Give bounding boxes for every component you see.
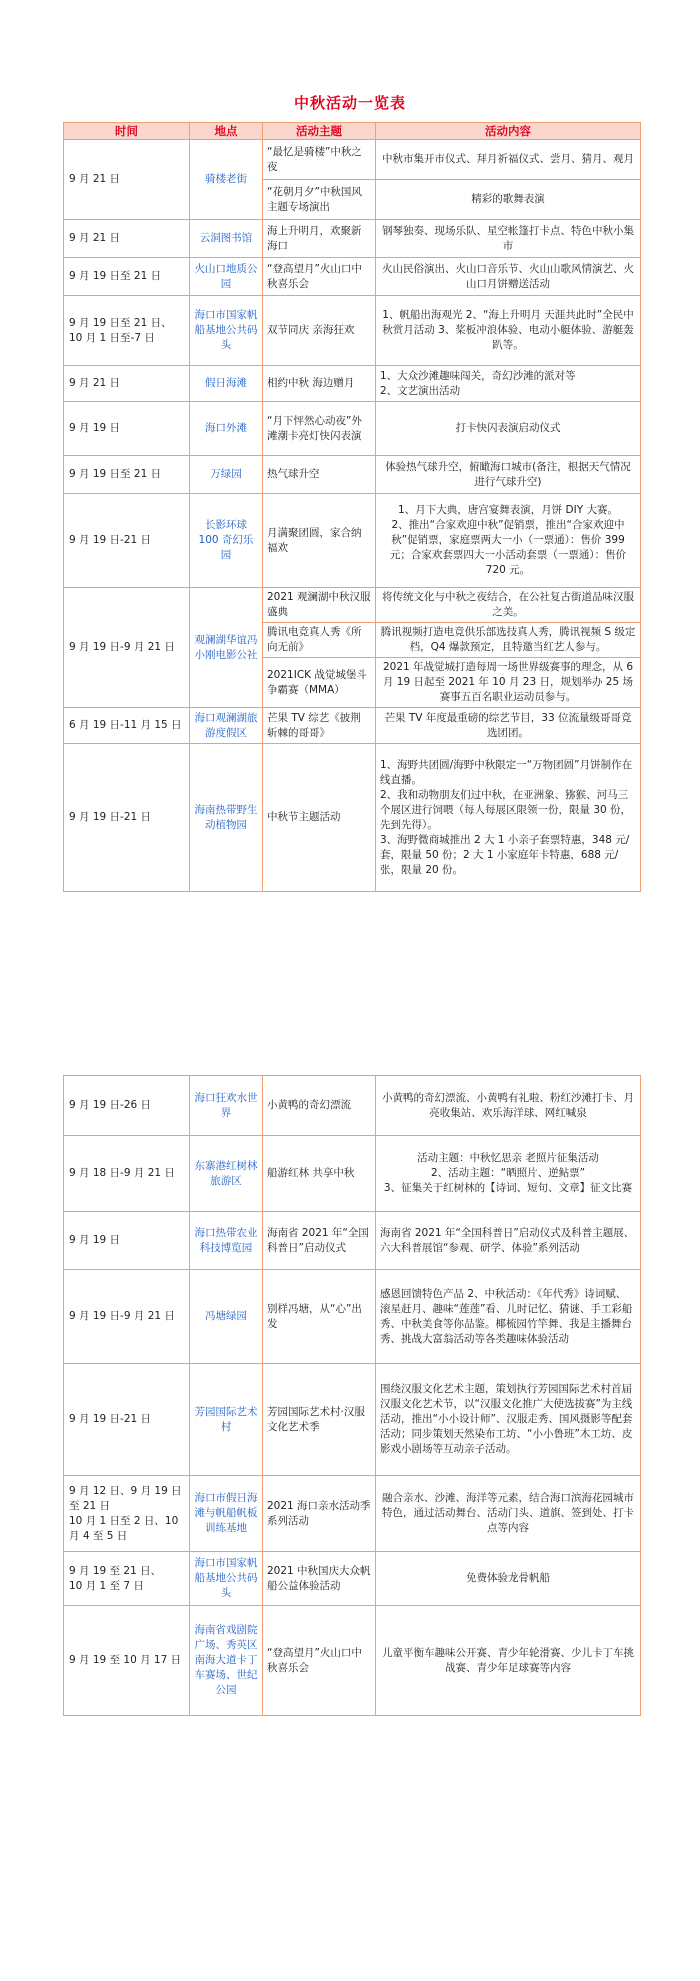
cell-theme: 相约中秋 海边赠月: [263, 366, 376, 402]
cell-date: 9 月 19 日-21 日: [64, 494, 190, 588]
cell-date: 9 月 19 日: [64, 402, 190, 456]
header-date: 时间: [64, 123, 190, 140]
cell-content: 将传统文化与中秋之夜结合，在公社复古街道品味汉服之美。: [376, 588, 641, 623]
cell-content: 芒果 TV 年度最重磅的综艺节目，33 位流量级哥哥竞选团团。: [376, 708, 641, 744]
cell-content: 融合亲水、沙滩、海洋等元素，结合海口滨海花园城市特色，通过活动舞台、活动门头、道旗、签到处、打卡点等内容: [376, 1476, 641, 1552]
cell-venue: 假日海滩: [190, 366, 263, 402]
cell-theme: 小黄鸭的奇幻漂流: [263, 1076, 376, 1136]
cell-content: 感恩回馈特色产品 2、中秋活动：《年代秀》诗词赋、滚星赶月、趣味“莲莲”看、儿时记忆、猜谜、手工彩船秀、中秋美食等你品鉴。椰梳园竹竿舞、我是主播舞台秀、挑战大富翁活动等各类趣味体验活动: [376, 1270, 641, 1364]
cell-content: 活动主题：中秋忆思亲 老照片征集活动 2、活动主题：“晒照片、逆鲇票” 3、征集关于红树林的【诗词、短句、文章】征文比赛: [376, 1136, 641, 1212]
cell-date: 9 月 19 日至 21 日: [64, 456, 190, 494]
cell-venue: 观澜湖华谊冯小刚电影公社: [190, 588, 263, 708]
cell-theme: 2021 中秋国庆大众帆船公益体验活动: [263, 1552, 376, 1606]
table-row: [64, 258, 641, 296]
table-row: [64, 366, 641, 402]
cell-theme: 芒果 TV 综艺《披荆斩棘的哥哥》: [263, 708, 376, 744]
cell-venue: 海口热带农业科技博览园: [190, 1212, 263, 1270]
cell-content: 小黄鸭的奇幻漂流、小黄鸭有礼啦、粉红沙滩打卡、月亮收集站、欢乐海洋球、网红喊泉: [376, 1076, 641, 1136]
table-row: [64, 708, 641, 744]
cell-theme: 2021 海口亲水活动季系列活动: [263, 1476, 376, 1552]
activity-table-page-2: [63, 1075, 641, 1716]
cell-venue: 东寨港红树林旅游区: [190, 1136, 263, 1212]
table-row: [64, 1136, 641, 1212]
table-row: [64, 140, 641, 180]
cell-content: 1、帆船出海观光 2、“海上升明月 天涯共此时”全民中秋赏月活动 3、桨板冲浪体验、电动小艇体验、游艇轰趴等。: [376, 296, 641, 366]
header-theme: 活动主题: [263, 123, 376, 140]
cell-venue: 海南热带野生动植物园: [190, 744, 263, 892]
cell-theme: “最忆是骑楼”中秋之夜: [263, 140, 376, 180]
table-row: [64, 744, 641, 892]
cell-theme: 船游红林 共享中秋: [263, 1136, 376, 1212]
cell-content: 体验热气球升空，俯瞰海口城市(备注，根据天气情况进行气球升空): [376, 456, 641, 494]
cell-theme: “花朝月夕”中秋国风主题专场演出: [263, 180, 376, 220]
cell-content: 2021 年战觉城打造每周一场世界级赛事的理念，从 6 月 19 日起至 2021 年 10 月 23 日，规划举办 25 场赛事五百名职业运动员参与。: [376, 658, 641, 708]
cell-date: 9 月 19 日至 21 日、 10 月 1 日至-7 日: [64, 296, 190, 366]
cell-content: 1、海野共团圆/海野中秋限定一“万物团圆”月饼制作在线直播。 2、我和动物朋友们过中秋，在亚洲象、猕猴、河马三个展区进行饲喂（每人每展区限领一份，限量 30 份，先到先得）。 3、海野微商城推出 2 大 1 小亲子套票特惠，348 元/套，限量 50 份；2 大 1 小家庭年卡特惠，688 元/张，限量 20 份。: [376, 744, 641, 892]
cell-theme: 双节同庆 亲海狂欢: [263, 296, 376, 366]
cell-theme: 别样冯塘，从“心”出发: [263, 1270, 376, 1364]
cell-theme: 海上升明月，欢聚新海口: [263, 220, 376, 258]
table-header-row: [64, 123, 641, 140]
cell-theme: “登高望月”火山口中秋喜乐会: [263, 1606, 376, 1716]
cell-content: 免费体验龙骨帆船: [376, 1552, 641, 1606]
table-row: [64, 1212, 641, 1270]
cell-date: 9 月 12 日、9 月 19 日至 21 日 10 月 1 日至 2 日、10 月 4 至 5 日: [64, 1476, 190, 1552]
table-row: [64, 588, 641, 623]
cell-date: 9 月 19 日: [64, 1212, 190, 1270]
cell-date: 9 月 19 日至 21 日: [64, 258, 190, 296]
cell-date: 9 月 19 日-26 日: [64, 1076, 190, 1136]
cell-date: 9 月 19 至 10 月 17 日: [64, 1606, 190, 1716]
cell-theme: 2021 观澜湖中秋汉服盛典: [263, 588, 376, 623]
cell-date: 9 月 21 日: [64, 366, 190, 402]
cell-content: 打卡快闪表演启动仪式: [376, 402, 641, 456]
cell-theme: 月满聚团圆，家合纳福欢: [263, 494, 376, 588]
cell-content: 中秋市集开市仪式、拜月祈福仪式、尝月、猜月、观月: [376, 140, 641, 180]
table-row: [64, 1606, 641, 1716]
cell-content: 钢琴独奏、现场乐队、星空帐篷打卡点、特色中秋小集市: [376, 220, 641, 258]
cell-venue: 海口观澜湖旅游度假区: [190, 708, 263, 744]
page-title: 中秋活动一览表: [293, 94, 406, 112]
cell-content: 火山民俗演出、火山口音乐节、火山山歌风情演艺、火山口月饼赠送活动: [376, 258, 641, 296]
cell-theme: 腾讯电竞真人秀《所向无前》: [263, 623, 376, 658]
cell-venue: 长影环球 100 奇幻乐园: [190, 494, 263, 588]
cell-theme: 海南省 2021 年“全国科普日”启动仪式: [263, 1212, 376, 1270]
cell-date: 9 月 18 日-9 月 21 日: [64, 1136, 190, 1212]
cell-date: 9 月 19 日-21 日: [64, 744, 190, 892]
cell-venue: 万绿园: [190, 456, 263, 494]
cell-content: 儿童平衡车趣味公开赛、青少年轮滑赛、少儿卡丁车挑战赛、青少年足球赛等内容: [376, 1606, 641, 1716]
cell-venue: 火山口地质公园: [190, 258, 263, 296]
cell-venue: 海口市国家帆船基地公共码头: [190, 296, 263, 366]
cell-venue: 海口狂欢水世界: [190, 1076, 263, 1136]
activity-table-page-1: [63, 122, 641, 892]
cell-venue: 海口外滩: [190, 402, 263, 456]
cell-date: 9 月 21 日: [64, 220, 190, 258]
cell-date: 9 月 19 日-21 日: [64, 1364, 190, 1476]
cell-venue: 骑楼老街: [190, 140, 263, 220]
cell-venue: 海南省戏剧院广场、秀英区南海大道卡丁车赛场、世纪公园: [190, 1606, 263, 1716]
cell-theme: 芳园国际艺术村·汉服文化艺术季: [263, 1364, 376, 1476]
table-row: [64, 494, 641, 588]
header-content: 活动内容: [376, 123, 641, 140]
table-row: [64, 296, 641, 366]
table-row: [64, 1552, 641, 1606]
cell-date: 9 月 19 至 21 日、 10 月 1 至 7 日: [64, 1552, 190, 1606]
cell-theme: 热气球升空: [263, 456, 376, 494]
table-row: [64, 1270, 641, 1364]
cell-content: 腾讯视频打造电竞供乐部选技真人秀，腾讯视频 S 级定档，Q4 爆款预定，且特邀当红艺人参与。: [376, 623, 641, 658]
table-row: [64, 1476, 641, 1552]
cell-venue: 冯塘绿园: [190, 1270, 263, 1364]
cell-theme: 2021ICK 战觉城堡斗争霸赛（MMA）: [263, 658, 376, 708]
table-row: [64, 402, 641, 456]
table-row: [64, 1076, 641, 1136]
cell-theme: 中秋节主题活动: [263, 744, 376, 892]
cell-venue: 云洞图书馆: [190, 220, 263, 258]
cell-date: 9 月 19 日-9 月 21 日: [64, 1270, 190, 1364]
cell-content: 1、月下大典，唐宫宴舞表演，月饼 DIY 大赛。 2、推出“合家欢迎中秋”促销票，推出“合家欢迎中秋”促销票，家庭票两大一小（一票通）：售价 399 元；合家欢套票四大一小活动套票（一票通）：售价 720 元。: [376, 494, 641, 588]
table-row: [64, 220, 641, 258]
cell-venue: 海口市国家帆船基地公共码头: [190, 1552, 263, 1606]
table-row: [64, 456, 641, 494]
header-venue: 地点: [190, 123, 263, 140]
cell-venue: 海口市假日海滩与帆船帆板训练基地: [190, 1476, 263, 1552]
cell-content: 1、大众沙滩趣味闯关，奇幻沙滩的派对等 2、文艺演出活动: [376, 366, 641, 402]
cell-venue: 芳园国际艺术村: [190, 1364, 263, 1476]
cell-date: 9 月 19 日-9 月 21 日: [64, 588, 190, 708]
cell-content: 海南省 2021 年“全国科普日”启动仪式及科普主题展、六大科普展馆“参观、研学、体验”系列活动: [376, 1212, 641, 1270]
cell-date: 6 月 19 日-11 月 15 日: [64, 708, 190, 744]
cell-content: 围绕汉服文化艺术主题，策划执行芳园国际艺术村首届汉服文化艺术节，以“汉服文化推广大使选拔赛”为主线活动，推出“小小设计师”、汉服走秀、国风摄影等配套活动；同步策划天然染布工坊、“小小鲁班”木工坊、皮影戏小剧场等互动亲子活动。: [376, 1364, 641, 1476]
cell-theme: “月下怦然心动夜”外滩潮卡亮灯快闪表演: [263, 402, 376, 456]
cell-content: 精彩的歌舞表演: [376, 180, 641, 220]
cell-date: 9 月 21 日: [64, 140, 190, 220]
table-row: [64, 1364, 641, 1476]
cell-theme: “登高望月”火山口中秋喜乐会: [263, 258, 376, 296]
